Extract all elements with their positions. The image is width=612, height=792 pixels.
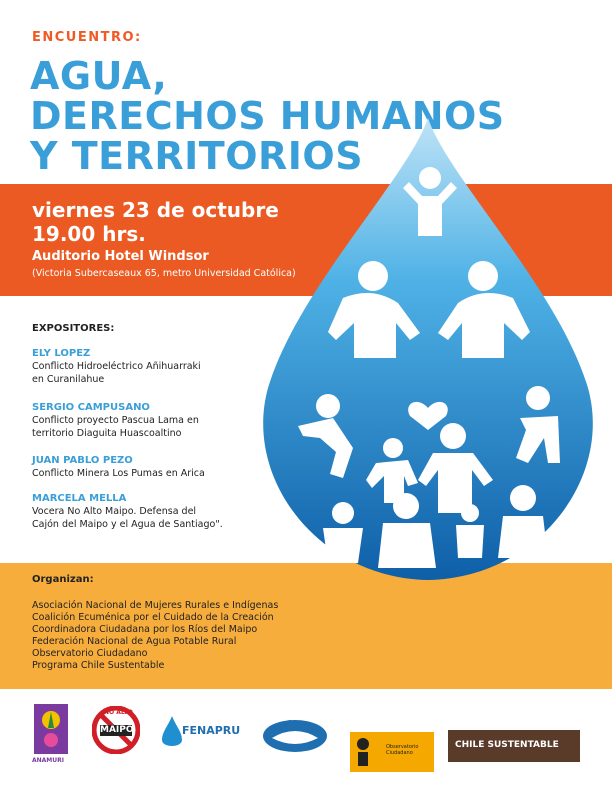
organizers-list <box>32 600 278 672</box>
organizer-item: Coalición Ecuménica por el Cuidado de la Creación <box>32 612 274 623</box>
maipo-logo-top: NO ALTO <box>104 709 133 716</box>
logos-row <box>0 698 612 792</box>
event-time-line: 19.00 hrs. <box>32 222 146 246</box>
event-address: (Victoria Subercaseaux 65, metro Universidad Católica) <box>32 268 296 279</box>
speaker-desc: Conflicto Hidroeléctrico Añihuarraki <box>32 361 201 372</box>
event-date-line: viernes 23 de octubre <box>32 198 279 222</box>
water-drop-illustration <box>258 118 598 588</box>
speaker-desc: Conflicto Minera Los Pumas en Arica <box>32 468 205 479</box>
event-kicker: ENCUENTRO: <box>32 30 142 45</box>
observatorio-emblem-icon <box>350 732 376 772</box>
observatorio-logo-label: Observatorio Ciudadano <box>386 744 419 756</box>
anamuri-emblem-icon <box>34 704 68 754</box>
organizer-item: Coordinadora Ciudadana por los Ríos del Maipo <box>32 624 258 635</box>
speaker-name: SERGIO CAMPUSANO <box>32 402 150 413</box>
speaker-item <box>32 454 292 480</box>
speaker-item <box>32 347 292 386</box>
speaker-desc: en Curanilahue <box>32 374 105 385</box>
hands-water-icon <box>262 716 328 756</box>
organizer-item: Observatorio Ciudadano <box>32 648 148 659</box>
coordinadora-logo <box>262 716 328 756</box>
title-line-3: Y TERRITORIOS <box>30 134 364 178</box>
speaker-desc: Conflicto proyecto Pascua Lama en <box>32 415 199 426</box>
speaker-name: ELY LOPEZ <box>32 348 91 359</box>
maipo-logo-label: MAIPO <box>100 725 134 735</box>
event-date <box>32 198 279 246</box>
chile-sustentable-logo-label: CHILE SUSTENTABLE <box>455 740 559 750</box>
title-line-2: DERECHOS HUMANOS <box>30 94 505 138</box>
organizer-item: Federación Nacional de Agua Potable Rural <box>32 636 237 647</box>
speaker-item <box>32 401 292 440</box>
organizer-item: Asociación Nacional de Mujeres Rurales e Indígenas <box>32 600 279 611</box>
fenapru-logo-label: FENAPRU <box>182 724 241 737</box>
speaker-desc: Cajón del Maipo y el Agua de Santiago". <box>32 519 223 530</box>
speaker-name: MARCELA MELLA <box>32 493 127 504</box>
speaker-desc: Vocera No Alto Maipo. Defensa del <box>32 506 197 517</box>
organizer-item: Programa Chile Sustentable <box>32 660 165 671</box>
anamuri-logo <box>34 704 68 754</box>
anamuri-logo-label: ANAMURI <box>32 757 65 764</box>
speaker-item <box>32 492 292 531</box>
event-venue: Auditorio Hotel Windsor <box>32 249 209 264</box>
speakers-heading: EXPOSITORES: <box>32 323 115 334</box>
title-line-1: AGUA, <box>30 54 168 98</box>
speaker-name: JUAN PABLO PEZO <box>32 455 133 466</box>
speaker-desc: territorio Diaguita Huascoaltino <box>32 428 182 439</box>
organizers-heading: Organizan: <box>32 574 94 585</box>
